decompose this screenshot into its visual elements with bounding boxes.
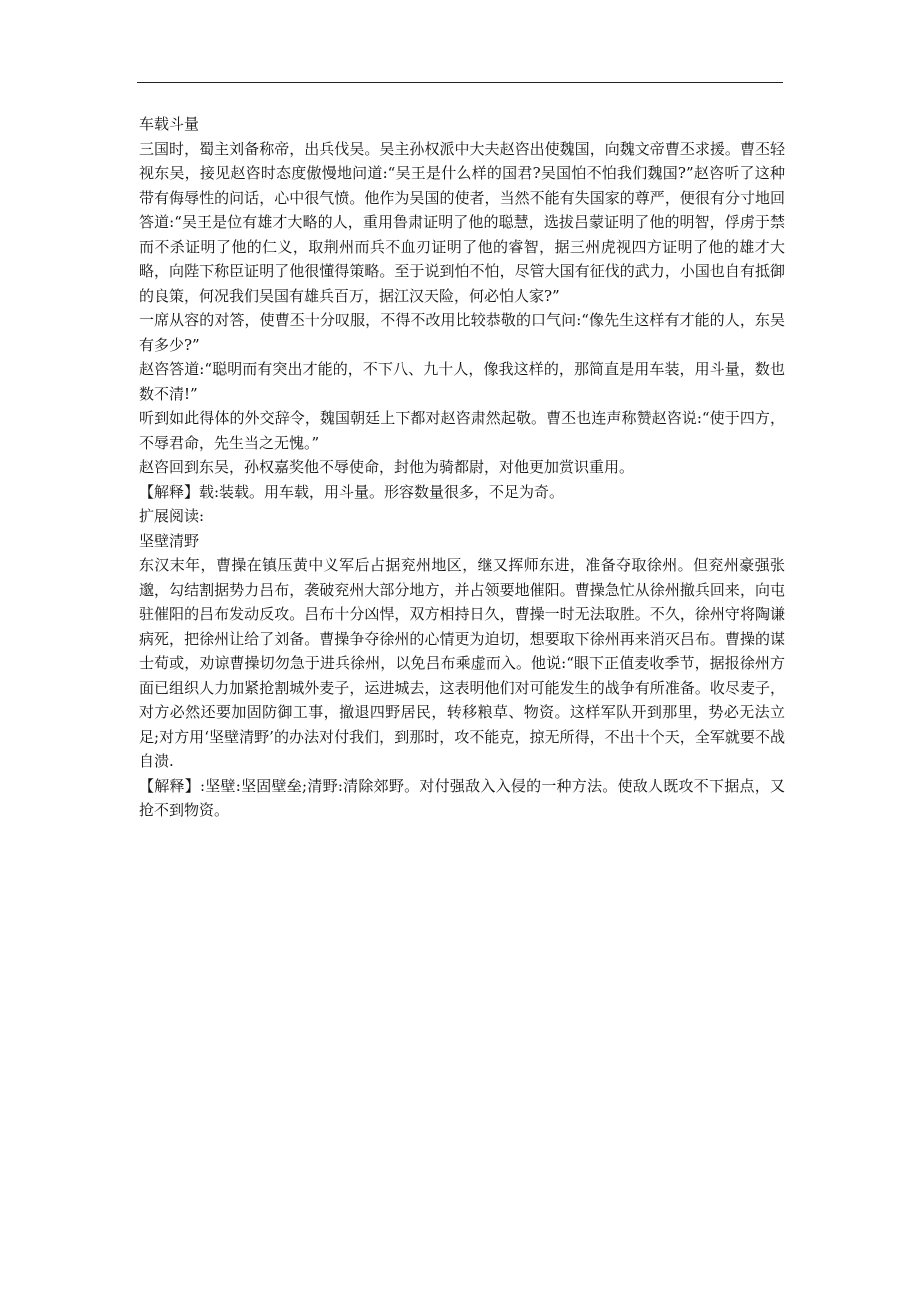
extended-story-title: 坚壁清野 <box>139 531 200 550</box>
extended-reading-heading: 扩展阅读: <box>139 507 205 525</box>
story-paragraph-5: 赵咨回到东吴，孙权嘉奖他不辱使命，封他为骑都尉，对他更加赏识重用。 <box>139 458 635 476</box>
story-title: 车载斗量 <box>139 115 200 133</box>
story-explanation: 【解释】载:装载。用车载，用斗量。形容数量很多，不足为奇。 <box>139 482 565 501</box>
story-paragraph-2: 一席从容的对答，使曹丕十分叹服，不得不改用比较恭敬的口气问:“像先生这样有才能的人，东吴有多少?” <box>139 311 785 354</box>
story-paragraph-4: 听到如此得体的外交辞令，魏国朝廷上下都对赵咨肃然起敬。曹丕也连声称赞赵咨说:“使于四方，不辱君命，先生当之无愧。” <box>139 409 785 452</box>
story-paragraph-1: 三国时，蜀主刘备称帝，出兵伐吴。吴主孙权派中大夫赵咨出使魏国，向魏文帝曹丕求援。曹丕轻视东吴，接见赵咨时态度傲慢地问道:“吴王是什么样的国君?吴国怕不怕我们魏国?”赵咨听了这种带有侮辱性的问话，心中很气愤。他作为吴国的使者，当然不能有失国家的尊严，便很有分寸地回答道:“吴王是位有雄才大略的人，重用鲁肃证明了他的聪慧，选拔吕蒙证明了他的明智，俘虏于禁而不杀证明了他的仁义，取荆州而兵不血刃证明了他的睿智，据三州虎视四方证明了他的雄才大略，向陛下称臣证明了他很懂得策略。至于说到怕不怕，尽管大国有征伐的武力，小国也自有抵御的良策，何况我们吴国有雄兵百万，据江汉天险，何必怕人家?” <box>139 139 785 305</box>
document-body <box>139 112 785 823</box>
header-rule <box>137 82 783 83</box>
extended-story-explanation: 【解释】:坚壁:坚固壁垒;清野:清除郊野。对付强敌入入侵的一种方法。使敌人既攻不下据点，又抢不到物资。 <box>139 776 785 819</box>
story-paragraph-3: 赵咨答道:“聪明而有突出才能的，不下八、九十人，像我这样的，那简直是用车装，用斗量，数也数不清!” <box>139 360 785 403</box>
extended-story-paragraph: 东汉末年，曹操在镇压黄中义军后占据兖州地区，继又挥师东进，准备夺取徐州。但兖州豪强张邈，勾结割据势力吕布，袭破兖州大部分地方，并占领要地催阳。曹操急忙从徐州撤兵回来，向屯驻催阳的吕布发动反攻。吕布十分凶悍，双方相持日久，曹操一时无法取胜。不久，徐州守将陶谦病死，把徐州让给了刘备。曹操争夺徐州的心情更为迫切，想要取下徐州再来消灭吕布。曹操的谋士荀或，劝谅曹操切勿急于进兵徐州，以免吕布乘虚而入。他说:“眼下正值麦收季节，据报徐州方面已组织人力加紧抢割城外麦子，运进城去，这表明他们对可能发生的战争有所准备。收尽麦子，对方必然还要加固防御工事，撤退四野居民，转移粮草、物资。这样军队开到那里，势必无法立足;对方用‘坚壁清野’的办法对付我们，到那时，攻不能克，掠无所得，不出十个天，全军就要不战自溃. <box>139 556 785 770</box>
